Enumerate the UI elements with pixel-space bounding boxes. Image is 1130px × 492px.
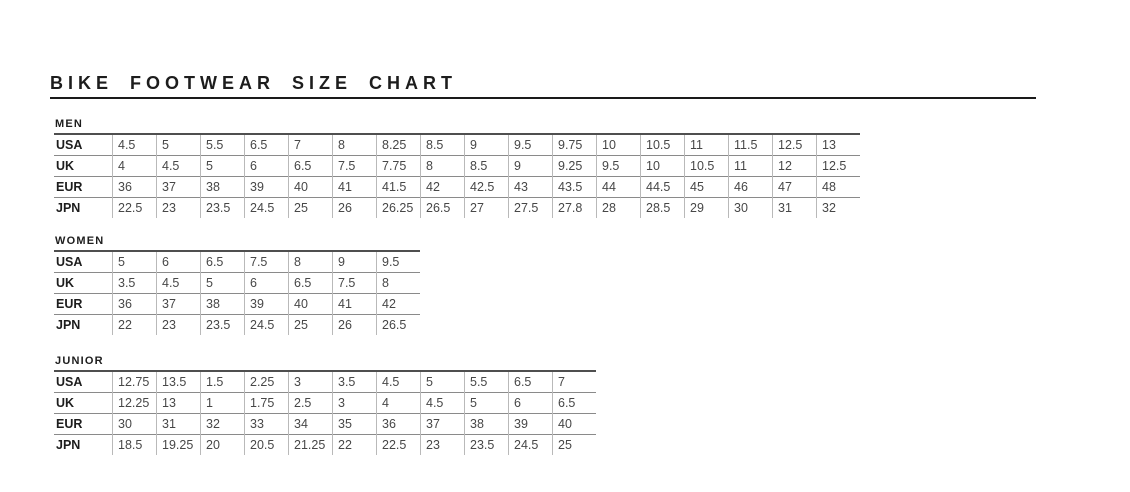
- size-cell: 12.5: [817, 156, 861, 177]
- size-cell: 36: [377, 414, 421, 435]
- size-cell: 18.5: [113, 435, 157, 456]
- size-cell: 4: [377, 393, 421, 414]
- size-cell: 40: [289, 294, 333, 315]
- size-cell: 3: [289, 371, 333, 393]
- size-cell: 9: [509, 156, 553, 177]
- size-cell: 38: [201, 177, 245, 198]
- size-cell: 2.5: [289, 393, 333, 414]
- size-cell: 27.8: [553, 198, 597, 219]
- table-row: [54, 134, 860, 156]
- size-cell: 9.75: [553, 134, 597, 156]
- table-row: [54, 177, 860, 198]
- size-cell: 28: [597, 198, 641, 219]
- size-cell: 40: [289, 177, 333, 198]
- size-cell: 38: [201, 294, 245, 315]
- section-men: [54, 118, 860, 218]
- size-cell: 4: [113, 156, 157, 177]
- size-cell: 27.5: [509, 198, 553, 219]
- size-cell: 37: [157, 294, 201, 315]
- size-table-women: [54, 250, 420, 335]
- size-cell: 7.5: [333, 273, 377, 294]
- region-label: UK: [56, 276, 75, 290]
- size-cell: 8.5: [465, 156, 509, 177]
- size-cell: 8: [289, 251, 333, 273]
- size-cell: 23: [157, 198, 201, 219]
- size-cell: 9.5: [597, 156, 641, 177]
- size-cell: 26.5: [421, 198, 465, 219]
- section-women: [54, 235, 420, 335]
- size-cell: 42: [377, 294, 421, 315]
- table-row: [54, 198, 860, 219]
- size-cell: 11.5: [729, 134, 773, 156]
- region-label: USA: [56, 138, 83, 152]
- size-cell: 12: [773, 156, 817, 177]
- size-cell: 6.5: [509, 371, 553, 393]
- size-cell: 6: [245, 156, 289, 177]
- table-row: [54, 315, 420, 336]
- size-cell: 8: [421, 156, 465, 177]
- size-cell: 26: [333, 198, 377, 219]
- size-cell: 4.5: [421, 393, 465, 414]
- size-cell: 41: [333, 177, 377, 198]
- size-cell: 47: [773, 177, 817, 198]
- size-cell: 22: [113, 315, 157, 336]
- size-cell: 8.25: [377, 134, 421, 156]
- size-cell: 24.5: [245, 198, 289, 219]
- page-title: BIKE FOOTWEAR SIZE CHART: [50, 74, 1036, 99]
- size-cell: 8: [377, 273, 421, 294]
- size-cell: 7.5: [245, 251, 289, 273]
- size-cell: 7.75: [377, 156, 421, 177]
- size-cell: 33: [245, 414, 289, 435]
- size-cell: 13: [817, 134, 861, 156]
- size-cell: 24.5: [509, 435, 553, 456]
- size-cell: 5: [421, 371, 465, 393]
- table-row: [54, 393, 596, 414]
- region-label: JPN: [56, 318, 81, 332]
- size-cell: 2.25: [245, 371, 289, 393]
- size-cell: 29: [685, 198, 729, 219]
- section-heading-junior: JUNIOR: [55, 355, 104, 367]
- section-junior: [54, 355, 596, 455]
- size-cell: 6: [245, 273, 289, 294]
- section-heading-women: WOMEN: [55, 235, 105, 247]
- table-row: [54, 371, 596, 393]
- size-cell: 5: [201, 273, 245, 294]
- size-cell: 12.25: [113, 393, 157, 414]
- size-cell: 1.5: [201, 371, 245, 393]
- size-cell: 31: [773, 198, 817, 219]
- size-cell: 11: [729, 156, 773, 177]
- size-cell: 6.5: [553, 393, 597, 414]
- size-cell: 5: [465, 393, 509, 414]
- size-cell: 4.5: [377, 371, 421, 393]
- size-cell: 6: [509, 393, 553, 414]
- size-cell: 12.5: [773, 134, 817, 156]
- size-cell: 43.5: [553, 177, 597, 198]
- region-label: EUR: [56, 180, 83, 194]
- size-cell: 23.5: [201, 315, 245, 336]
- size-cell: 24.5: [245, 315, 289, 336]
- size-cell: 13.5: [157, 371, 201, 393]
- size-cell: 1.75: [245, 393, 289, 414]
- size-cell: 37: [421, 414, 465, 435]
- size-cell: 3.5: [113, 273, 157, 294]
- size-cell: 25: [289, 315, 333, 336]
- size-cell: 9: [465, 134, 509, 156]
- region-label: EUR: [56, 297, 83, 311]
- size-cell: 22.5: [113, 198, 157, 219]
- size-cell: 30: [729, 198, 773, 219]
- size-cell: 28.5: [641, 198, 685, 219]
- region-label: USA: [56, 375, 83, 389]
- region-label: UK: [56, 396, 75, 410]
- size-cell: 5: [113, 251, 157, 273]
- size-cell: 13: [157, 393, 201, 414]
- size-cell: 20: [201, 435, 245, 456]
- size-cell: 4.5: [157, 156, 201, 177]
- size-cell: 45: [685, 177, 729, 198]
- size-cell: 6.5: [201, 251, 245, 273]
- size-cell: 41: [333, 294, 377, 315]
- size-cell: 6.5: [289, 156, 333, 177]
- size-cell: 26.5: [377, 315, 421, 336]
- size-cell: 5.5: [201, 134, 245, 156]
- size-cell: 10.5: [641, 134, 685, 156]
- size-cell: 3.5: [333, 371, 377, 393]
- size-cell: 25: [289, 198, 333, 219]
- size-cell: 21.25: [289, 435, 333, 456]
- region-label: UK: [56, 159, 75, 173]
- size-cell: 26: [333, 315, 377, 336]
- size-cell: 9.5: [377, 251, 421, 273]
- size-cell: 22: [333, 435, 377, 456]
- section-heading-men: MEN: [55, 118, 84, 130]
- size-cell: 44: [597, 177, 641, 198]
- size-cell: 20.5: [245, 435, 289, 456]
- size-cell: 10: [641, 156, 685, 177]
- size-cell: 6: [157, 251, 201, 273]
- size-cell: 42.5: [465, 177, 509, 198]
- size-cell: 30: [113, 414, 157, 435]
- size-cell: 46: [729, 177, 773, 198]
- size-cell: 26.25: [377, 198, 421, 219]
- size-cell: 9: [333, 251, 377, 273]
- size-cell: 43: [509, 177, 553, 198]
- size-cell: 31: [157, 414, 201, 435]
- size-cell: 48: [817, 177, 861, 198]
- size-cell: 36: [113, 177, 157, 198]
- region-label: EUR: [56, 417, 83, 431]
- size-cell: 10: [597, 134, 641, 156]
- size-cell: 27: [465, 198, 509, 219]
- region-label: JPN: [56, 438, 81, 452]
- table-row: [54, 273, 420, 294]
- size-cell: 5: [157, 134, 201, 156]
- size-cell: 32: [201, 414, 245, 435]
- size-table-junior: [54, 370, 596, 455]
- size-cell: 5: [201, 156, 245, 177]
- region-label: USA: [56, 255, 83, 269]
- size-cell: 34: [289, 414, 333, 435]
- size-cell: 10.5: [685, 156, 729, 177]
- size-cell: 9.25: [553, 156, 597, 177]
- size-cell: 23: [157, 315, 201, 336]
- table-row: [54, 156, 860, 177]
- size-cell: 23.5: [201, 198, 245, 219]
- size-cell: 4.5: [113, 134, 157, 156]
- size-cell: 5.5: [465, 371, 509, 393]
- size-cell: 23.5: [465, 435, 509, 456]
- size-cell: 7: [289, 134, 333, 156]
- size-cell: 36: [113, 294, 157, 315]
- size-cell: 39: [509, 414, 553, 435]
- size-cell: 42: [421, 177, 465, 198]
- size-cell: 1: [201, 393, 245, 414]
- size-cell: 22.5: [377, 435, 421, 456]
- size-cell: 39: [245, 177, 289, 198]
- size-cell: 23: [421, 435, 465, 456]
- size-cell: 44.5: [641, 177, 685, 198]
- size-cell: 3: [333, 393, 377, 414]
- table-row: [54, 294, 420, 315]
- size-cell: 25: [553, 435, 597, 456]
- table-row: [54, 435, 596, 456]
- size-cell: 8: [333, 134, 377, 156]
- size-cell: 40: [553, 414, 597, 435]
- size-cell: 37: [157, 177, 201, 198]
- size-cell: 38: [465, 414, 509, 435]
- region-label: JPN: [56, 201, 81, 215]
- size-cell: 6.5: [245, 134, 289, 156]
- size-cell: 4.5: [157, 273, 201, 294]
- size-cell: 12.75: [113, 371, 157, 393]
- size-cell: 6.5: [289, 273, 333, 294]
- size-cell: 41.5: [377, 177, 421, 198]
- size-cell: 7: [553, 371, 597, 393]
- table-row: [54, 251, 420, 273]
- size-cell: 39: [245, 294, 289, 315]
- size-cell: 9.5: [509, 134, 553, 156]
- size-cell: 8.5: [421, 134, 465, 156]
- size-cell: 32: [817, 198, 861, 219]
- size-cell: 7.5: [333, 156, 377, 177]
- size-table-men: [54, 133, 860, 218]
- table-row: [54, 414, 596, 435]
- size-cell: 19.25: [157, 435, 201, 456]
- size-cell: 11: [685, 134, 729, 156]
- size-cell: 35: [333, 414, 377, 435]
